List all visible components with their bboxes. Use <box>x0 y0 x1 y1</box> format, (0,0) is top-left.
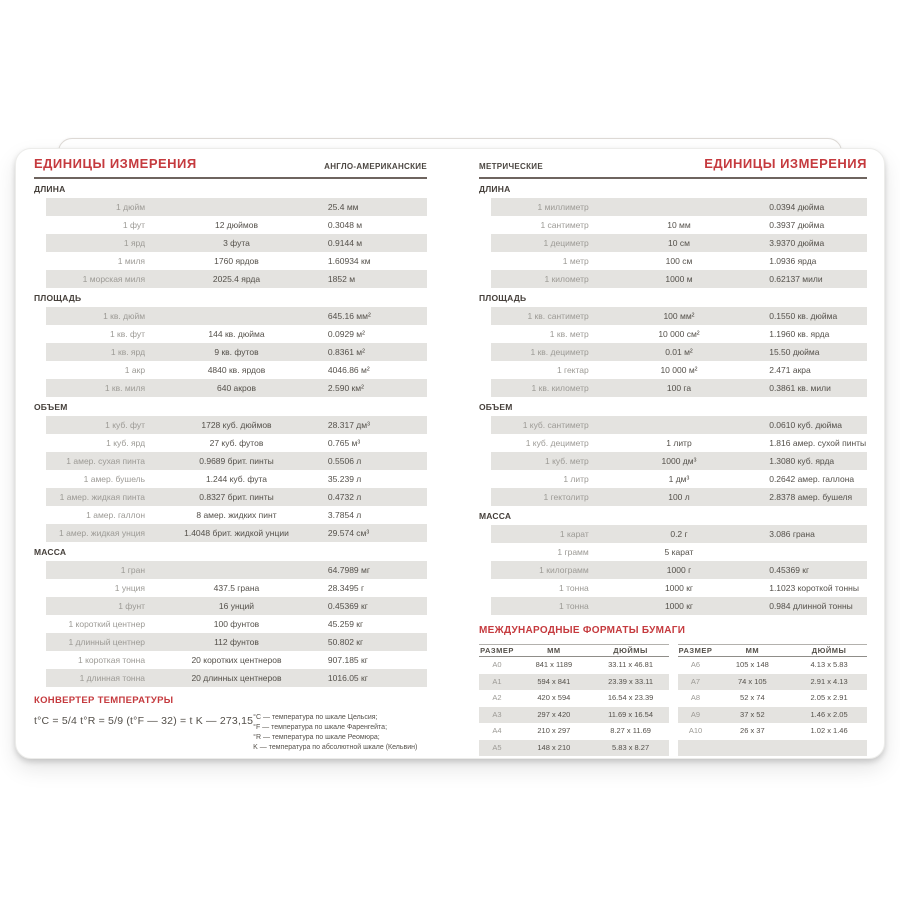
unit-cell: 1 амер. сухая пинта <box>66 456 146 466</box>
unit-cell: 1 куб. сантиметр <box>522 420 589 430</box>
unit-section <box>34 294 427 397</box>
unit-cell: 1 амер. галлон <box>86 510 146 520</box>
paper-header-cell: РАЗМЕР <box>678 646 713 655</box>
table-row <box>46 633 427 651</box>
table-row <box>491 234 867 252</box>
unit-cell: 10 000 м² <box>660 365 698 375</box>
unit-cell: 1 кв. километр <box>531 383 589 393</box>
paper-table-row <box>479 723 669 740</box>
unit-cell: 1000 кг <box>664 583 694 593</box>
unit-cell: 1 миллиметр <box>537 202 589 212</box>
unit-cell: 1728 куб. дюймов <box>201 420 272 430</box>
paper-cell: 74 x 105 <box>737 676 767 686</box>
table-row <box>491 543 867 561</box>
unit-cell: 1000 м <box>665 274 693 284</box>
unit-cell: 1 кв. дециметр <box>530 347 589 357</box>
unit-cell: 29.574 см³ <box>327 528 370 538</box>
unit-cell: 16 унций <box>218 601 255 611</box>
table-row <box>491 416 867 434</box>
unit-cell: 1000 кг <box>664 601 694 611</box>
unit-cell: 0.8327 брит. пинты <box>199 492 274 502</box>
table-row <box>46 343 427 361</box>
unit-cell: 1 миля <box>117 256 146 266</box>
temperature-converter-body <box>34 713 427 753</box>
paper-cell: 297 x 420 <box>537 709 571 719</box>
left-unit-tables <box>34 185 427 687</box>
unit-cell: 12 дюймов <box>214 220 258 230</box>
unit-cell <box>769 543 867 561</box>
paper-cell: 5.83 x 8.27 <box>612 742 650 752</box>
unit-cell: 1 карат <box>559 529 589 539</box>
unit-cell: 0.01 м² <box>665 347 693 357</box>
unit-cell: 20 длинных центнеров <box>191 673 282 683</box>
unit-cell: 28.317 дм³ <box>327 420 370 430</box>
table-row <box>46 270 427 288</box>
paper-table-row <box>479 674 669 691</box>
unit-cell: 1 куб. дециметр <box>525 438 589 448</box>
unit-cell: 0.0394 дюйма <box>769 202 825 212</box>
table-row <box>46 506 427 524</box>
unit-cell: 1 короткая тонна <box>78 655 146 665</box>
paper-header-cell: ДЮЙМЫ <box>811 646 847 655</box>
unit-cell: 144 кв. дюйма <box>208 329 265 339</box>
section-title: ПЛОЩАДЬ <box>479 293 527 303</box>
paper-cell: 8.27 x 11.69 <box>610 726 651 735</box>
paper-cell: 16.54 x 23.39 <box>607 693 654 702</box>
unit-cell: 0.9144 м <box>327 238 363 248</box>
paper-cell: 1.02 x 1.46 <box>810 726 848 735</box>
unit-cell: 1 кв. сантиметр <box>527 311 589 321</box>
table-row <box>46 234 427 252</box>
section-rows <box>491 198 867 288</box>
table-row <box>46 597 427 615</box>
paper-cell <box>791 740 867 757</box>
unit-cell: 0.62137 мили <box>769 274 823 284</box>
unit-cell: 1 кв. фут <box>109 329 146 339</box>
unit-cell: 1 кв. ярд <box>110 347 146 357</box>
right-unit-tables <box>479 185 867 615</box>
paper-cell: 594 x 841 <box>537 676 571 686</box>
unit-cell: 1.1023 короткой тонны <box>769 583 859 593</box>
paper-cell: A2 <box>492 693 502 702</box>
unit-cell: 0.3861 кв. мили <box>769 383 831 393</box>
table-row <box>491 597 867 615</box>
paper-cell: 105 x 148 <box>735 660 769 669</box>
paper-table-row <box>678 690 868 707</box>
paper-header-cell: РАЗМЕР <box>480 646 514 655</box>
unit-cell <box>145 198 328 216</box>
section-title: ОБЪЕМ <box>34 402 68 412</box>
unit-cell: 640 акров <box>217 383 256 393</box>
unit-cell: 2.471 акра <box>769 365 811 375</box>
unit-cell: 1.1960 кв. ярда <box>769 329 830 339</box>
section-rows <box>46 307 427 397</box>
unit-cell: 437.5 грана <box>213 583 260 593</box>
temperature-converter-title: КОНВЕРТЕР ТЕМПЕРАТУРЫ <box>34 695 174 706</box>
unit-cell: 1 куб. метр <box>545 456 589 466</box>
page-title: ЕДИНИЦЫ ИЗМЕРЕНИЯ <box>704 156 867 171</box>
unit-cell: 1 дюйм <box>116 202 146 212</box>
paper-header-cell: ММ <box>745 646 760 655</box>
paper-table-row <box>479 740 669 757</box>
unit-cell: 0.8361 м² <box>327 347 365 357</box>
section-title: ОБЪЕМ <box>479 402 513 412</box>
paper-cell: A6 <box>690 660 701 669</box>
section-rows <box>491 525 867 615</box>
unit-cell: 0.0929 м² <box>327 329 365 339</box>
unit-cell: 0.9689 брит. пинты <box>199 456 274 466</box>
unit-cell: 1 литр <box>563 474 589 484</box>
unit-cell: 1 гран <box>120 565 146 575</box>
unit-cell: 1.60934 км <box>327 256 371 266</box>
paper-table-row <box>678 674 868 691</box>
unit-cell: 3.086 грана <box>769 529 815 539</box>
unit-cell: 1 фут <box>122 220 146 230</box>
table-row <box>46 379 427 397</box>
unit-cell: 100 см <box>665 256 693 266</box>
table-row <box>46 488 427 506</box>
unit-cell: 2.8378 амер. бушеля <box>769 492 853 502</box>
paper-header-cell: ДЮЙМЫ <box>613 646 648 655</box>
paper-cell: 420 x 594 <box>537 693 571 702</box>
unit-cell: 3.7854 л <box>327 510 362 520</box>
unit-cell: 1 тонна <box>559 583 589 593</box>
unit-cell: 1 ярд <box>123 238 146 248</box>
paper-cell: A4 <box>492 726 502 735</box>
unit-cell: 27 куб. футов <box>209 438 264 448</box>
unit-cell: 0.765 м³ <box>327 438 361 448</box>
unit-section <box>34 548 427 687</box>
unit-cell: 4840 кв. ярдов <box>207 365 266 375</box>
table-row <box>491 561 867 579</box>
paper-formats-title: МЕЖДУНАРОДНЫЕ ФОРМАТЫ БУМАГИ <box>479 625 686 636</box>
unit-cell: 1 гектар <box>556 365 589 375</box>
unit-cell <box>589 416 769 434</box>
table-row <box>46 669 427 687</box>
unit-cell: 25.4 мм <box>327 202 359 212</box>
unit-section <box>479 512 867 615</box>
table-row <box>491 579 867 597</box>
page-title: ЕДИНИЦЫ ИЗМЕРЕНИЯ <box>34 156 197 171</box>
unit-cell: 0.45369 кг <box>327 601 368 611</box>
unit-cell: 1 тонна <box>559 601 589 611</box>
open-diary-page <box>15 148 885 759</box>
page-subtitle: МЕТРИЧЕСКИЕ <box>479 162 543 171</box>
unit-cell: 1 грамм <box>557 547 589 557</box>
table-row <box>46 561 427 579</box>
section-rows <box>491 307 867 397</box>
paper-cell: 210 x 297 <box>537 726 571 735</box>
page-subtitle: АНГЛО-АМЕРИКАНСКИЕ <box>324 162 427 171</box>
table-row <box>46 416 427 434</box>
paper-cell: 37 x 52 <box>740 709 765 719</box>
unit-cell: 0.3048 м <box>327 220 363 230</box>
temperature-converter <box>34 695 427 753</box>
section-rows <box>46 416 427 542</box>
unit-cell: 100 мм² <box>663 311 695 321</box>
unit-cell: 1000 дм³ <box>661 456 697 466</box>
unit-cell: 1 амер. жидкая пинта <box>59 492 146 502</box>
unit-cell: 1 длинная тонна <box>79 673 146 683</box>
section-title: ДЛИНА <box>479 184 511 194</box>
unit-cell: 0.4732 л <box>327 492 362 502</box>
unit-cell: 1 гектолитр <box>543 492 589 502</box>
temperature-scale-notes <box>253 713 427 753</box>
paper-formats <box>479 625 867 756</box>
unit-cell: 10 см <box>668 238 690 248</box>
unit-cell: 3 фута <box>223 238 250 248</box>
table-row <box>491 307 867 325</box>
paper-cell: 11.69 x 16.54 <box>608 709 654 719</box>
unit-cell: 1 амер. жидкая унция <box>59 528 146 538</box>
paper-cell: 148 x 210 <box>537 742 571 752</box>
paper-cell: A10 <box>688 726 703 735</box>
table-row <box>491 361 867 379</box>
paper-cell: A8 <box>690 693 701 702</box>
table-row <box>491 434 867 452</box>
unit-cell: 100 га <box>666 383 692 393</box>
unit-cell: 20 коротких центнеров <box>191 655 282 665</box>
table-row <box>46 198 427 216</box>
right-page-header <box>479 156 867 179</box>
paper-cell: 52 x 74 <box>740 693 765 702</box>
unit-cell: 1 дм³ <box>668 474 690 484</box>
paper-format-table-a6-a10 <box>678 644 868 756</box>
paper-cell: A0 <box>492 660 502 669</box>
paper-cell: 1.46 x 2.05 <box>810 709 848 719</box>
paper-table-row <box>678 657 868 674</box>
temperature-note: °F — температура по шкале Фаренгейта; <box>253 724 388 731</box>
unit-section <box>479 403 867 506</box>
temperature-note: K — температура по абсолютной шкале (Кельвин) <box>253 744 418 751</box>
section-title: ДЛИНА <box>34 184 66 194</box>
table-row <box>491 325 867 343</box>
table-row <box>491 198 867 216</box>
left-page-anglo-american <box>16 149 451 758</box>
unit-section <box>479 294 867 397</box>
unit-cell <box>589 198 769 216</box>
table-row <box>491 525 867 543</box>
unit-cell: 1 метр <box>562 256 589 266</box>
paper-header-cell: ММ <box>547 646 561 655</box>
unit-cell: 0.2 г <box>670 529 688 539</box>
paper-cell <box>678 740 714 757</box>
paper-table-row <box>479 690 669 707</box>
section-title: ПЛОЩАДЬ <box>34 293 82 303</box>
temperature-note: °R — температура по шкале Реомюра; <box>253 734 380 741</box>
unit-cell: 1 куб. ярд <box>106 438 146 448</box>
unit-cell: 2.590 км² <box>327 383 364 393</box>
unit-cell: 5 карат <box>664 547 694 557</box>
unit-cell: 0.45369 кг <box>769 565 810 575</box>
unit-cell: 1.0936 ярда <box>769 256 817 266</box>
table-row <box>46 452 427 470</box>
table-row <box>46 361 427 379</box>
unit-cell: 1 килограмм <box>539 565 589 575</box>
table-row <box>491 216 867 234</box>
unit-cell: 0.2642 амер. галлона <box>769 474 855 484</box>
table-row <box>46 252 427 270</box>
right-page-metric <box>451 149 884 758</box>
unit-cell: 1 акр <box>124 365 146 375</box>
unit-cell: 907.185 кг <box>327 655 368 665</box>
unit-cell: 9 кв. футов <box>214 347 259 357</box>
unit-cell: 645.16 мм² <box>327 311 371 321</box>
unit-cell: 0.1550 кв. дюйма <box>769 311 838 321</box>
unit-cell: 100 фунтов <box>213 619 260 629</box>
paper-table-row <box>678 707 868 724</box>
unit-cell: 1 километр <box>544 274 589 284</box>
unit-cell: 35.239 л <box>327 474 362 484</box>
table-row <box>46 524 427 542</box>
section-rows <box>46 198 427 288</box>
table-row <box>491 488 867 506</box>
unit-cell: 1 фунт <box>118 601 146 611</box>
unit-cell: 64.7989 мг <box>327 565 370 575</box>
unit-cell: 10 мм <box>667 220 691 230</box>
unit-cell: 15.50 дюйма <box>769 347 820 357</box>
paper-format-table-a0-a5 <box>479 644 669 756</box>
unit-cell: 112 фунтов <box>214 637 259 647</box>
table-row <box>46 325 427 343</box>
unit-cell: 0.984 длинной тонны <box>769 601 853 611</box>
unit-cell: 3.9370 дюйма <box>769 238 825 248</box>
left-page-header <box>34 156 427 179</box>
unit-cell: 1760 ярдов <box>214 256 259 266</box>
table-row <box>491 470 867 488</box>
table-row <box>491 379 867 397</box>
unit-cell: 1 сантиметр <box>540 220 589 230</box>
unit-cell: 1.244 куб. фута <box>205 474 268 484</box>
table-row <box>491 270 867 288</box>
unit-cell: 1.3080 куб. ярда <box>769 456 835 466</box>
unit-cell: 1016.05 кг <box>327 673 368 683</box>
paper-cell <box>714 740 792 757</box>
table-row <box>46 434 427 452</box>
paper-cell: A9 <box>690 709 701 719</box>
unit-cell: 50.802 кг <box>327 637 364 647</box>
paper-cell: 2.91 x 4.13 <box>810 676 848 686</box>
paper-cell: A5 <box>492 742 502 752</box>
unit-cell: 1852 м <box>327 274 356 284</box>
table-row <box>491 343 867 361</box>
unit-cell: 4046.86 м² <box>327 365 370 375</box>
unit-section <box>479 185 867 288</box>
unit-cell: 0.3937 дюйма <box>769 220 825 230</box>
unit-cell: 1 амер. бушель <box>83 474 146 484</box>
table-row <box>46 579 427 597</box>
unit-cell: 1 кв. миля <box>104 383 146 393</box>
unit-cell: 10 000 см² <box>658 329 700 339</box>
paper-cell: 26 x 37 <box>740 726 765 735</box>
table-row <box>491 252 867 270</box>
unit-cell <box>145 307 328 325</box>
unit-cell: 2025.4 ярда <box>212 274 261 284</box>
unit-cell: 1 длинный центнер <box>68 637 146 647</box>
unit-cell: 28.3495 г <box>327 583 365 593</box>
unit-cell: 0.5506 л <box>327 456 362 466</box>
paper-table-row <box>479 657 669 674</box>
unit-cell: 1.4048 брит. жидкой унции <box>184 528 289 538</box>
paper-formats-tables <box>479 644 867 756</box>
paper-cell: 2.05 x 2.91 <box>810 693 848 702</box>
section-title: МАССА <box>34 547 67 557</box>
unit-cell: 1 литр <box>666 438 692 448</box>
paper-cell: 33.11 x 46.81 <box>608 660 654 669</box>
unit-cell <box>145 561 328 579</box>
temperature-formula: t°C = 5/4 t°R = 5/9 (t°F — 32) = t K — 273,15 <box>34 715 254 727</box>
unit-cell: 1 морская миля <box>82 274 146 284</box>
table-row <box>46 615 427 633</box>
paper-table-row <box>678 740 868 757</box>
table-row <box>46 216 427 234</box>
unit-cell: 45.259 кг <box>327 619 364 629</box>
paper-cell: A7 <box>690 676 701 686</box>
unit-section <box>34 185 427 288</box>
unit-cell: 1000 г <box>666 565 692 575</box>
section-rows <box>46 561 427 687</box>
unit-cell: 1 дециметр <box>543 238 589 248</box>
unit-cell: 1 короткий центнер <box>68 619 146 629</box>
paper-cell: 4.13 x 5.83 <box>810 660 848 669</box>
table-row <box>491 452 867 470</box>
unit-cell: 1 кв. дюйм <box>103 311 146 321</box>
paper-cell: 23.39 x 33.11 <box>608 676 654 686</box>
unit-cell: 1 куб. фут <box>105 420 146 430</box>
unit-cell: 8 амер. жидких пинт <box>196 510 277 520</box>
paper-cell: A1 <box>492 676 502 686</box>
section-title: МАССА <box>479 511 512 521</box>
paper-table-row <box>479 707 669 724</box>
section-rows <box>491 416 867 506</box>
unit-cell: 100 л <box>668 492 690 502</box>
table-row <box>46 307 427 325</box>
paper-table-row <box>678 723 868 740</box>
unit-cell: 1 кв. метр <box>549 329 589 339</box>
unit-cell: 0.0610 куб. дюйма <box>769 420 842 430</box>
unit-section <box>34 403 427 542</box>
table-row <box>46 651 427 669</box>
unit-cell: 1 унция <box>114 583 146 593</box>
paper-cell: A3 <box>492 709 502 719</box>
paper-table-header <box>678 644 868 657</box>
unit-cell: 1.816 амер. сухой пинты <box>769 438 867 448</box>
temperature-note: °C — температура по шкале Цельсия; <box>253 714 378 721</box>
table-row <box>46 470 427 488</box>
paper-table-header <box>479 644 669 657</box>
paper-cell: 841 x 1189 <box>535 660 573 669</box>
